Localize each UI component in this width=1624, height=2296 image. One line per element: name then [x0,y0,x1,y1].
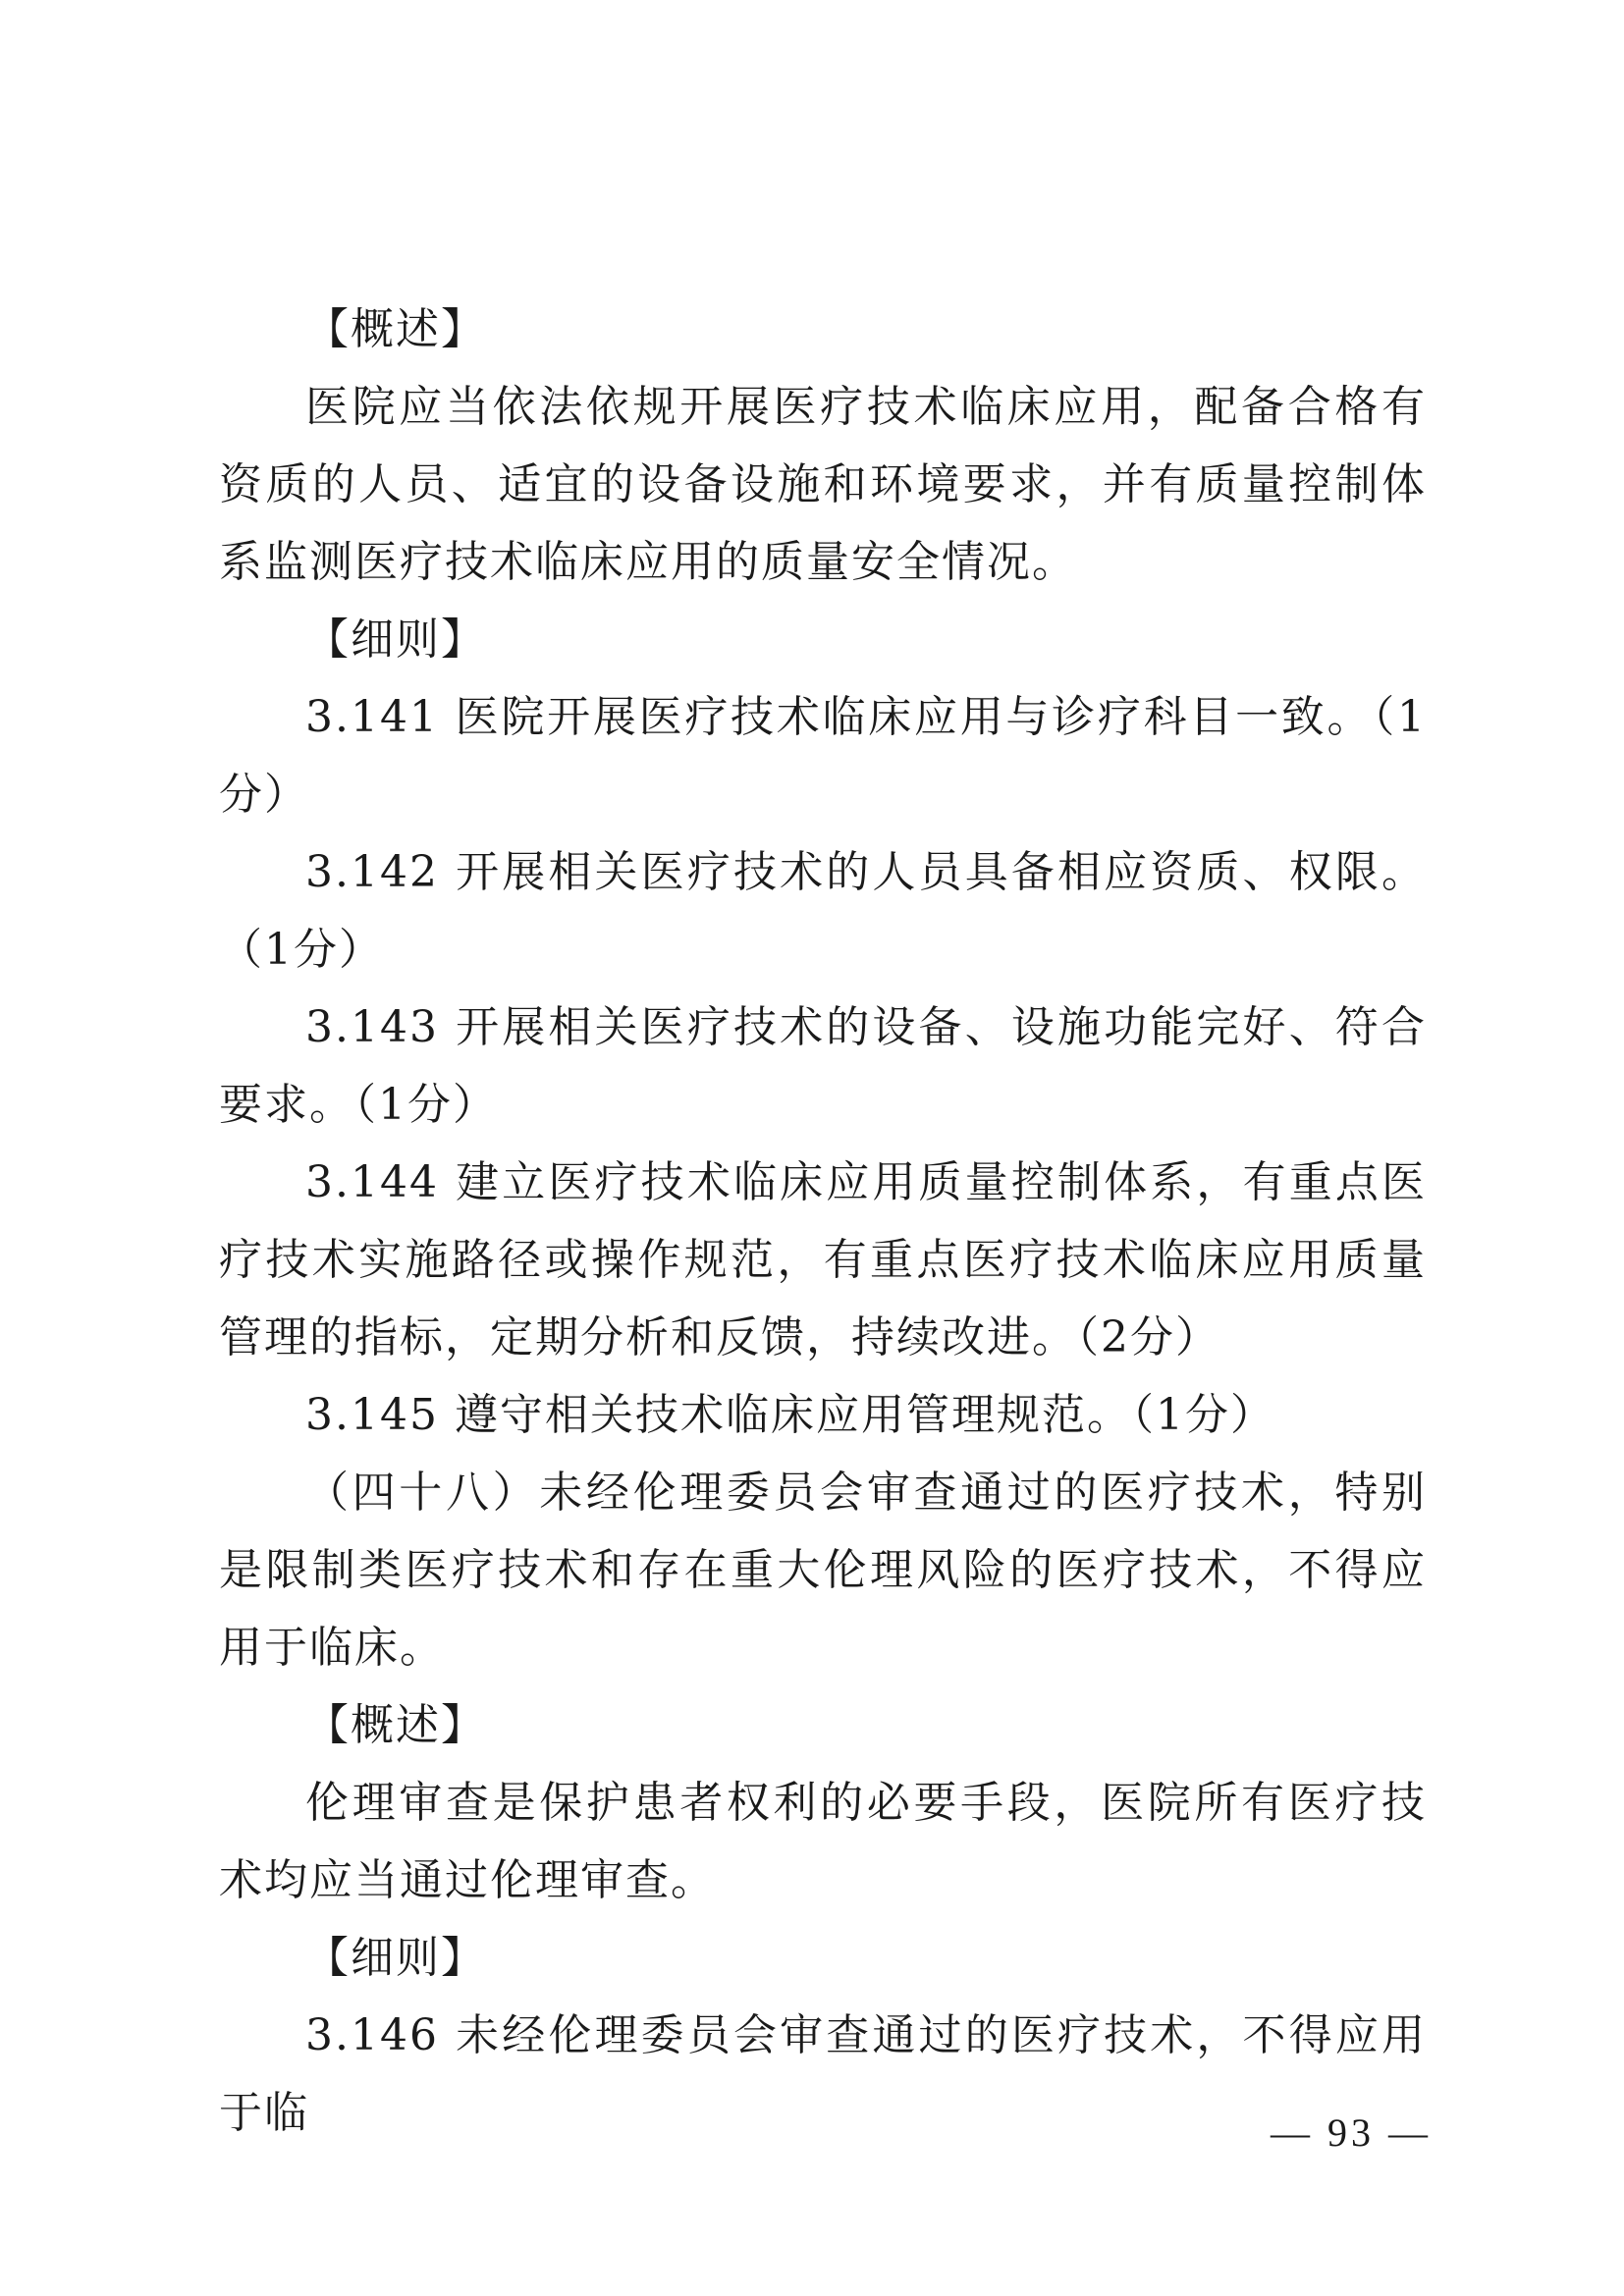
section-heading-overview: 【概述】 [305,304,486,354]
detail-item-3-142: 3.142 开展相关医疗技术的人员具备相应资质、权限。（1分） [219,847,1427,975]
section-heading-overview-2: 【概述】 [305,1700,486,1750]
page-body [219,291,1427,2152]
overview-paragraph: 医院应当依法依规开展医疗技术临床应用，配备合格有资质的人员、适宜的设备设施和环境要求，并有质量控制体系监测医疗技术临床应用的质量安全情况。 [219,382,1427,587]
detail-item-3-141: 3.141 医院开展医疗技术临床应用与诊疗科目一致。（1分） [219,692,1427,820]
section-heading-details: 【细则】 [305,614,486,665]
page-number: — 93 — [1271,2110,1432,2155]
article-48-paragraph: （四十八）未经伦理委员会审查通过的医疗技术，特别是限制类医疗技术和存在重大伦理风险的医疗技术，不得应用于临床。 [219,1468,1427,1673]
section-heading-details-2: 【细则】 [305,1933,486,1983]
detail-item-3-145: 3.145 遵守相关技术临床应用管理规范。（1分） [305,1390,1275,1440]
detail-item-3-146: 3.146 未经伦理委员会审查通过的医疗技术，不得应用于临 [219,2010,1427,2138]
overview-paragraph-2: 伦理审查是保护患者权利的必要手段，医院所有医疗技术均应当通过伦理审查。 [219,1778,1427,1905]
detail-item-3-144: 3.144 建立医疗技术临床应用质量控制体系，有重点医疗技术实施路径或操作规范，有重点医疗技术临床应用质量管理的指标，定期分析和反馈，持续改进。（2分） [219,1157,1427,1362]
detail-item-3-143: 3.143 开展相关医疗技术的设备、设施功能完好、符合要求。（1分） [219,1002,1427,1130]
